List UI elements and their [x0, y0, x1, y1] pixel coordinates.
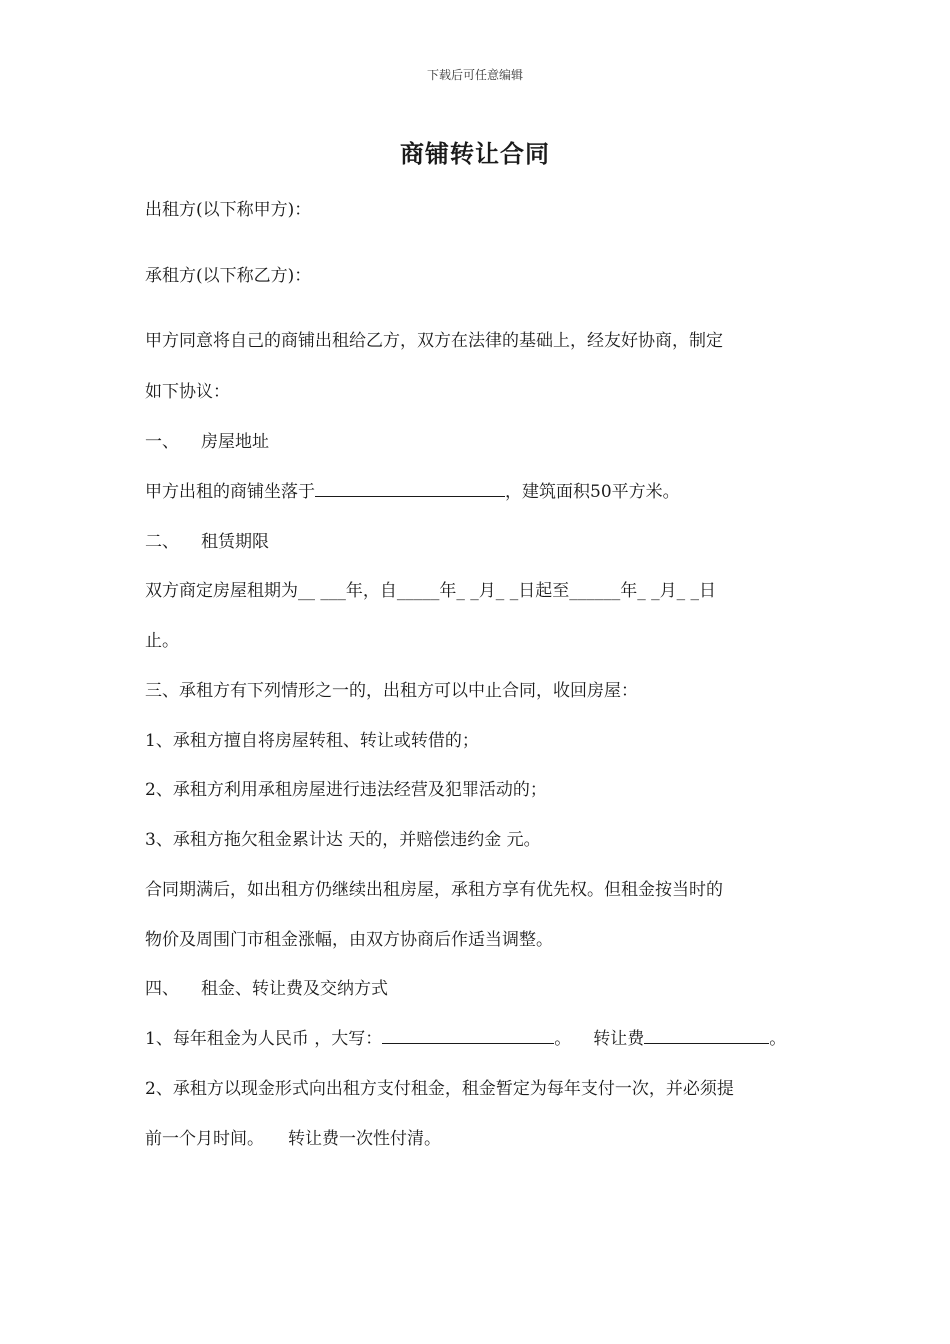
section-1-heading — [145, 430, 269, 454]
intro-paragraph-line-2: 如下协议： — [145, 382, 230, 402]
clause-3-3: 3、承租方拖欠租金累计达 天的，并赔偿违约金 元。 — [145, 830, 541, 850]
transfer-fee-payment: 转让费一次性付清。 — [288, 1129, 441, 1149]
renewal-line-2: 物价及周围门市租金涨幅，由双方协商后作适当调整。 — [145, 930, 553, 950]
section-2-number: 二、 — [145, 532, 179, 552]
section-3-heading: 三、承租方有下列情形之一的，出租方可以中止合同，收回房屋： — [145, 681, 638, 701]
section-1-number: 一、 — [145, 432, 179, 452]
address-blank — [315, 480, 505, 497]
clause-3-2: 2、承租方利用承租房屋进行违法经营及犯罪活动的； — [145, 780, 547, 800]
section-2-heading — [145, 530, 269, 554]
intro-paragraph-line-1: 甲方同意将自己的商铺出租给乙方，双方在法律的基础上，经友好协商，制定 — [145, 331, 723, 351]
section-4-number: 四、 — [145, 979, 179, 999]
clause-3-1: 1、承租方擅自将房屋转租、转让或转借的； — [145, 731, 479, 751]
term-line-1: 双方商定房屋租期为__ ___年，自_____年_ _月_ _日起至______年_ _月_ _日 — [145, 581, 717, 601]
rent-prefix: 1、每年租金为人民币 ，大写： — [145, 1029, 383, 1049]
payment-line-2 — [145, 1127, 441, 1151]
section-4-title: 租金、转让费及交纳方式 — [201, 979, 388, 999]
rent-end: 。 — [769, 1029, 787, 1049]
section-1-title: 房屋地址 — [201, 432, 269, 452]
transfer-fee-blank — [644, 1027, 769, 1044]
address-line — [145, 480, 680, 504]
section-2-title: 租赁期限 — [201, 532, 269, 552]
renewal-line-1: 合同期满后，如出租方仍继续出租房屋，承租方享有优先权。但租金按当时的 — [145, 880, 723, 900]
address-prefix: 甲方出租的商铺坐落于 — [145, 482, 315, 502]
address-suffix: ，建筑面积50平方米。 — [505, 482, 680, 502]
rent-amount-blank — [382, 1027, 554, 1044]
transfer-fee-label: 转让费 — [593, 1029, 645, 1049]
rent-mid: 。 — [554, 1029, 572, 1049]
document-title: 商铺转让合同 — [400, 140, 550, 168]
section-4-heading — [145, 977, 388, 1001]
payment-line-1: 2、承租方以现金形式向出租方支付租金，租金暂定为每年支付一次，并必须提 — [145, 1079, 734, 1099]
rent-line — [145, 1027, 786, 1051]
term-line-2: 止。 — [145, 631, 179, 651]
payment-deadline: 前一个月时间。 — [145, 1129, 264, 1149]
header-note: 下载后可任意编辑 — [426, 68, 523, 82]
lessee-label: 承租方(以下称乙方)： — [145, 266, 312, 286]
lessor-label: 出租方(以下称甲方)： — [145, 200, 312, 220]
